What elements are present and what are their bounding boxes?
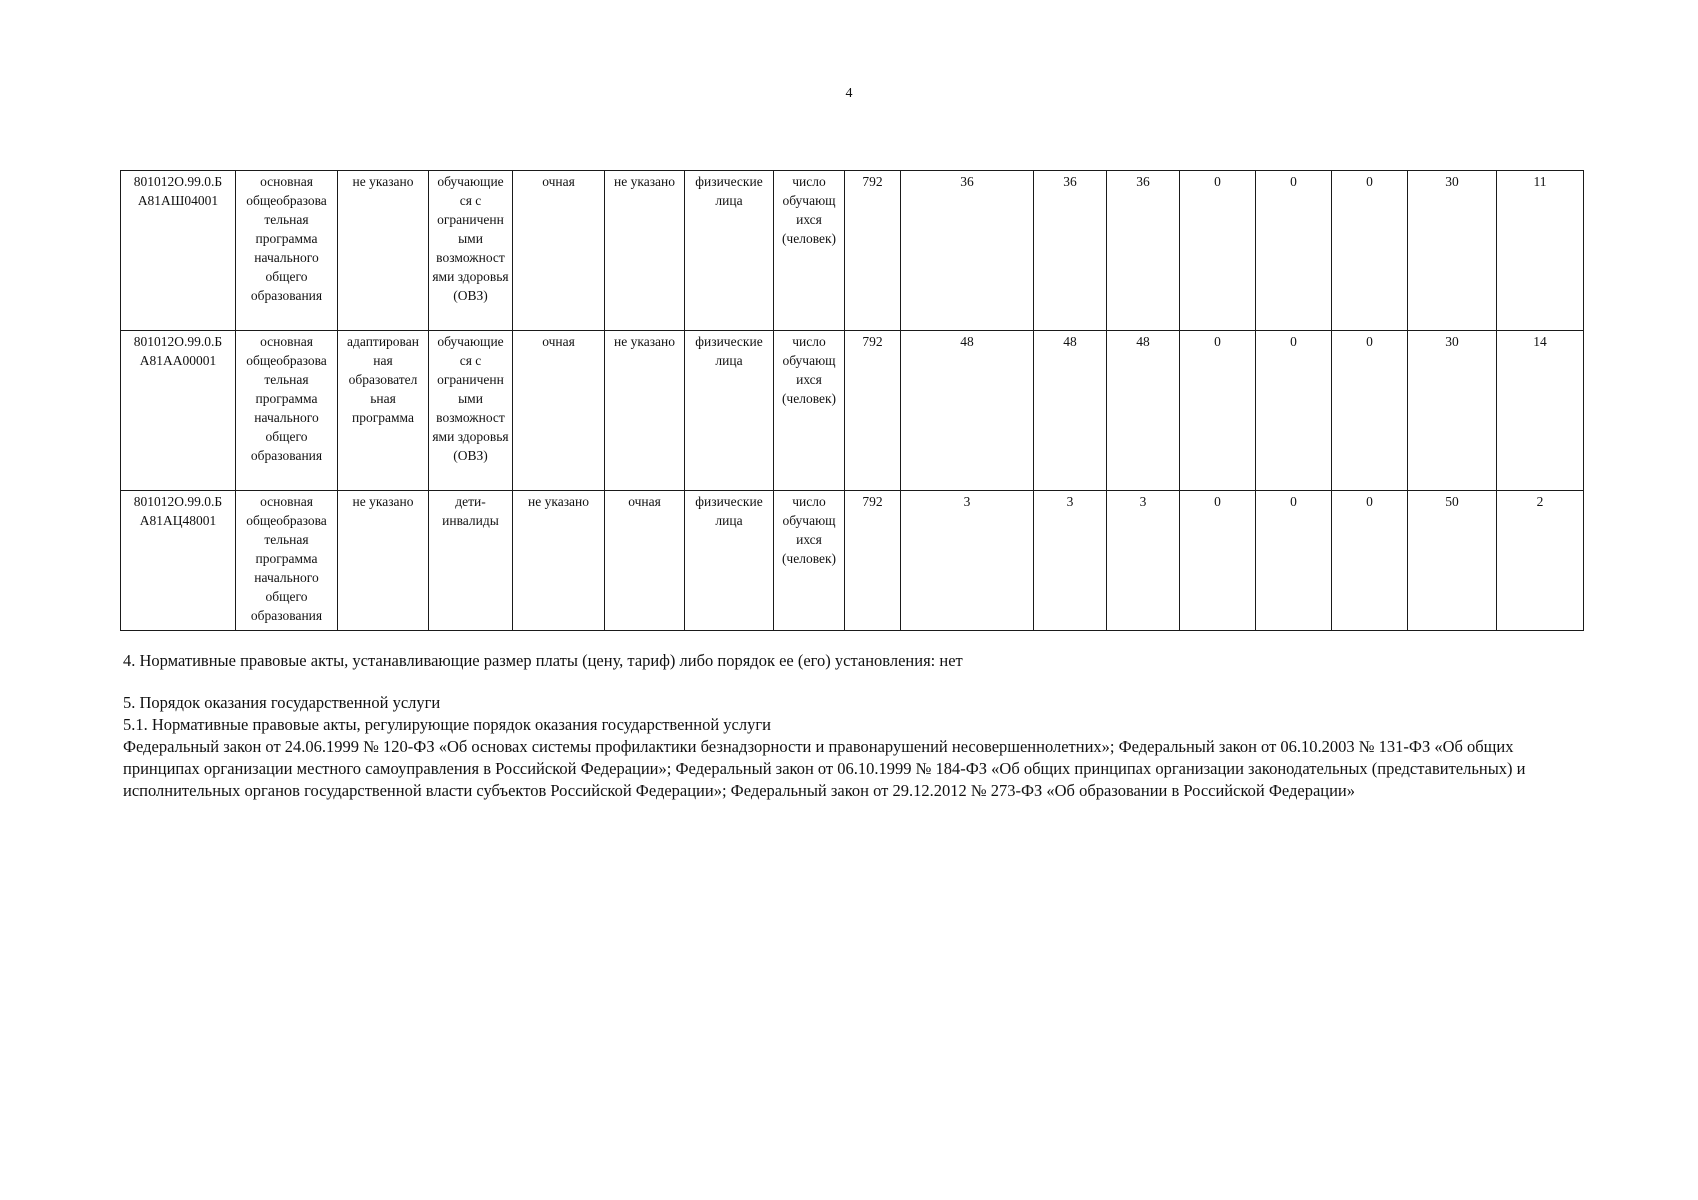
value-cell: 0 [1256, 331, 1332, 491]
program-cell: основная общеобразова тельная программа начального общего образования [236, 491, 338, 631]
value-cell: 0 [1256, 171, 1332, 331]
value-cell: 0 [1332, 171, 1408, 331]
value-cell: 0 [1256, 491, 1332, 631]
section-4-paragraph: 4. Нормативные правовые акты, устанавливающие размер платы (цену, тариф) либо порядок ее (его) установления: нет [123, 651, 963, 670]
recipients-cell: физические лица [685, 331, 774, 491]
program-cell: основная общеобразова тельная программа начального общего образования [236, 331, 338, 491]
value-cell: 48 [1107, 331, 1180, 491]
value-cell: 3 [1107, 491, 1180, 631]
program-kind-cell: не указано [338, 491, 429, 631]
registry-code-cell: 801012О.99.0.Б А81АШ04001 [121, 171, 236, 331]
value-cell: 2 [1497, 491, 1584, 631]
value-cell: 3 [901, 491, 1034, 631]
category-cell: обучающие ся с ограниченн ыми возможност ями здоровья (ОВЗ) [429, 171, 513, 331]
table-row [121, 171, 1584, 331]
value-cell: 3 [1034, 491, 1107, 631]
program-cell: основная общеобразова тельная программа начального общего образования [236, 171, 338, 331]
unit-code-cell: 792 [845, 171, 901, 331]
category-cell: дети-инвалиды [429, 491, 513, 631]
value-cell: 14 [1497, 331, 1584, 491]
value-cell: 30 [1408, 171, 1497, 331]
indicator-cell: число обучающ ихся (человек) [774, 171, 845, 331]
registry-code-cell: 801012О.99.0.Б А81АА00001 [121, 331, 236, 491]
category-cell: обучающие ся с ограниченн ыми возможност ями здоровья (ОВЗ) [429, 331, 513, 491]
period-cell: не указано [605, 331, 685, 491]
section-5-heading: 5. Порядок оказания государственной услуги [123, 693, 441, 712]
table-row [121, 331, 1584, 491]
value-cell: 50 [1408, 491, 1497, 631]
indicator-cell: число обучающ ихся (человек) [774, 331, 845, 491]
form-cell: очная [513, 171, 605, 331]
value-cell: 36 [901, 171, 1034, 331]
value-cell: 36 [1034, 171, 1107, 331]
recipients-cell: физические лица [685, 171, 774, 331]
recipients-cell: физические лица [685, 491, 774, 631]
value-cell: 0 [1180, 171, 1256, 331]
period-cell: очная [605, 491, 685, 631]
program-kind-cell: не указано [338, 171, 429, 331]
table-row [121, 491, 1584, 631]
page-number: 4 [845, 86, 853, 101]
value-cell: 0 [1332, 331, 1408, 491]
section-5-1-heading: 5.1. Нормативные правовые акты, регулирующие порядок оказания государственной услуги [123, 715, 771, 734]
value-cell: 0 [1180, 491, 1256, 631]
value-cell: 36 [1107, 171, 1180, 331]
value-cell: 30 [1408, 331, 1497, 491]
value-cell: 0 [1332, 491, 1408, 631]
indicator-cell: число обучающ ихся (человек) [774, 491, 845, 631]
value-cell: 0 [1180, 331, 1256, 491]
program-kind-cell: адаптирован ная образовател ьная программа [338, 331, 429, 491]
period-cell: не указано [605, 171, 685, 331]
unit-code-cell: 792 [845, 491, 901, 631]
form-cell: не указано [513, 491, 605, 631]
value-cell: 48 [1034, 331, 1107, 491]
service-volume-table [120, 170, 1584, 631]
form-cell: очная [513, 331, 605, 491]
unit-code-cell: 792 [845, 331, 901, 491]
value-cell: 48 [901, 331, 1034, 491]
value-cell: 11 [1497, 171, 1584, 331]
registry-code-cell: 801012О.99.0.Б А81АЦ48001 [121, 491, 236, 631]
laws-paragraph: Федеральный закон от 24.06.1999 № 120-ФЗ «Об основах системы профилактики безнадзорности и правонарушений несовершеннолетних»; Федеральный закон от 06.10.2003 № 131-ФЗ «Об общих принципах организации местного самоуправления в Российской Федерации»; Федеральный закон от 06.10.1999 № 184-ФЗ «Об общих принципах организации законодательных (представительных) и исполнительных органов государственной власти субъектов Российской Федерации»; Федеральный закон от 29.12.2012 № 273-ФЗ «Об образовании в Российской Федерации» [123, 737, 1526, 800]
